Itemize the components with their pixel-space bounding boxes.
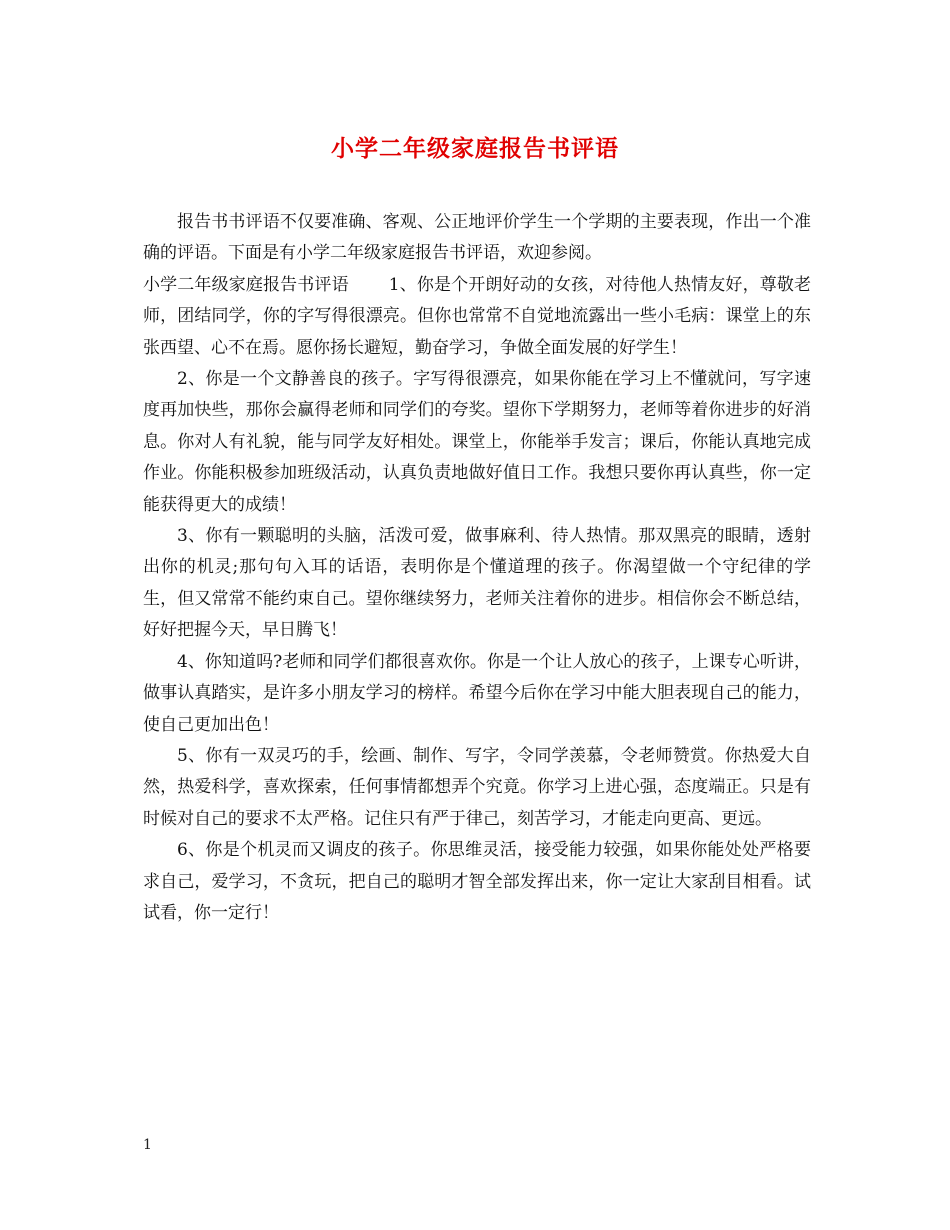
comment-paragraph-5: 5、你有一双灵巧的手，绘画、制作、写字，令同学羡慕，令老师赞赏。你热爱大自然，热爱科学，喜欢探索，任何事情都想弄个究竟。你学习上进心强，态度端正。只是有时候对自己的要求不太严格。记住只有严于律己，刻苦学习，才能走向更高、更远。 bbox=[143, 745, 811, 829]
document-body bbox=[143, 207, 811, 929]
comment-paragraph-6: 6、你是个机灵而又调皮的孩子。你思维灵活，接受能力较强，如果你能处处严格要求自己，爱学习，不贪玩，把自己的聪明才智全部发挥出来，你一定让大家刮目相看。试试看，你一定行！ bbox=[143, 840, 811, 923]
comment-paragraph-2: 2、你是一个文静善良的孩子。字写得很漂亮，如果你能在学习上不懂就问，写字速度再加快些，那你会赢得老师和同学们的夸奖。望你下学期努力，老师等着你进步的好消息。你对人有礼貌，能与同学友好相处。课堂上，你能举手发言；课后，你能认真地完成作业。你能积极参加班级活动，认真负责地做好值日工作。我想只要你再认真些，你一定能获得更大的成绩！ bbox=[143, 369, 811, 515]
document-title: 小学二年级家庭报告书评语 bbox=[331, 135, 619, 162]
comment-paragraph-1 bbox=[143, 270, 811, 364]
comment-paragraph-4: 4、你知道吗?老师和同学们都很喜欢你。你是一个让人放心的孩子，上课专心听讲，做事认真踏实，是许多小朋友学习的榜样。希望今后你在学习中能大胆表现自己的能力，使自己更加出色！ bbox=[143, 651, 811, 735]
section-heading: 小学二年级家庭报告书评语 bbox=[143, 274, 349, 295]
comment-paragraph-3: 3、你有一颗聪明的头脑，活泼可爱，做事麻利、待人热情。那双黑亮的眼睛，透射出你的机灵;那句句入耳的话语，表明你是个懂道理的孩子。你渴望做一个守纪律的学生，但又常常不能约束自己。望你继续努力，老师关注着你的进步。相信你会不断总结，好好把握今天，早日腾飞！ bbox=[143, 526, 811, 641]
intro-paragraph: 报告书书评语不仅要准确、客观、公正地评价学生一个学期的主要表现，作出一个准确的评语。下面是有小学二年级家庭报告书评语，欢迎参阅。 bbox=[143, 212, 811, 264]
comment-1-text: 1、你是个开朗好动的女孩，对待他人热情友好，尊敬老师，团结同学，你的字写得很漂亮。但你也常常不自觉地流露出一些小毛病：课堂上的东张西望、心不在焉。愿你扬长避短，勤奋学习，争做全面发展的好学生！ bbox=[143, 274, 811, 358]
page-number: 1 bbox=[143, 1137, 152, 1153]
